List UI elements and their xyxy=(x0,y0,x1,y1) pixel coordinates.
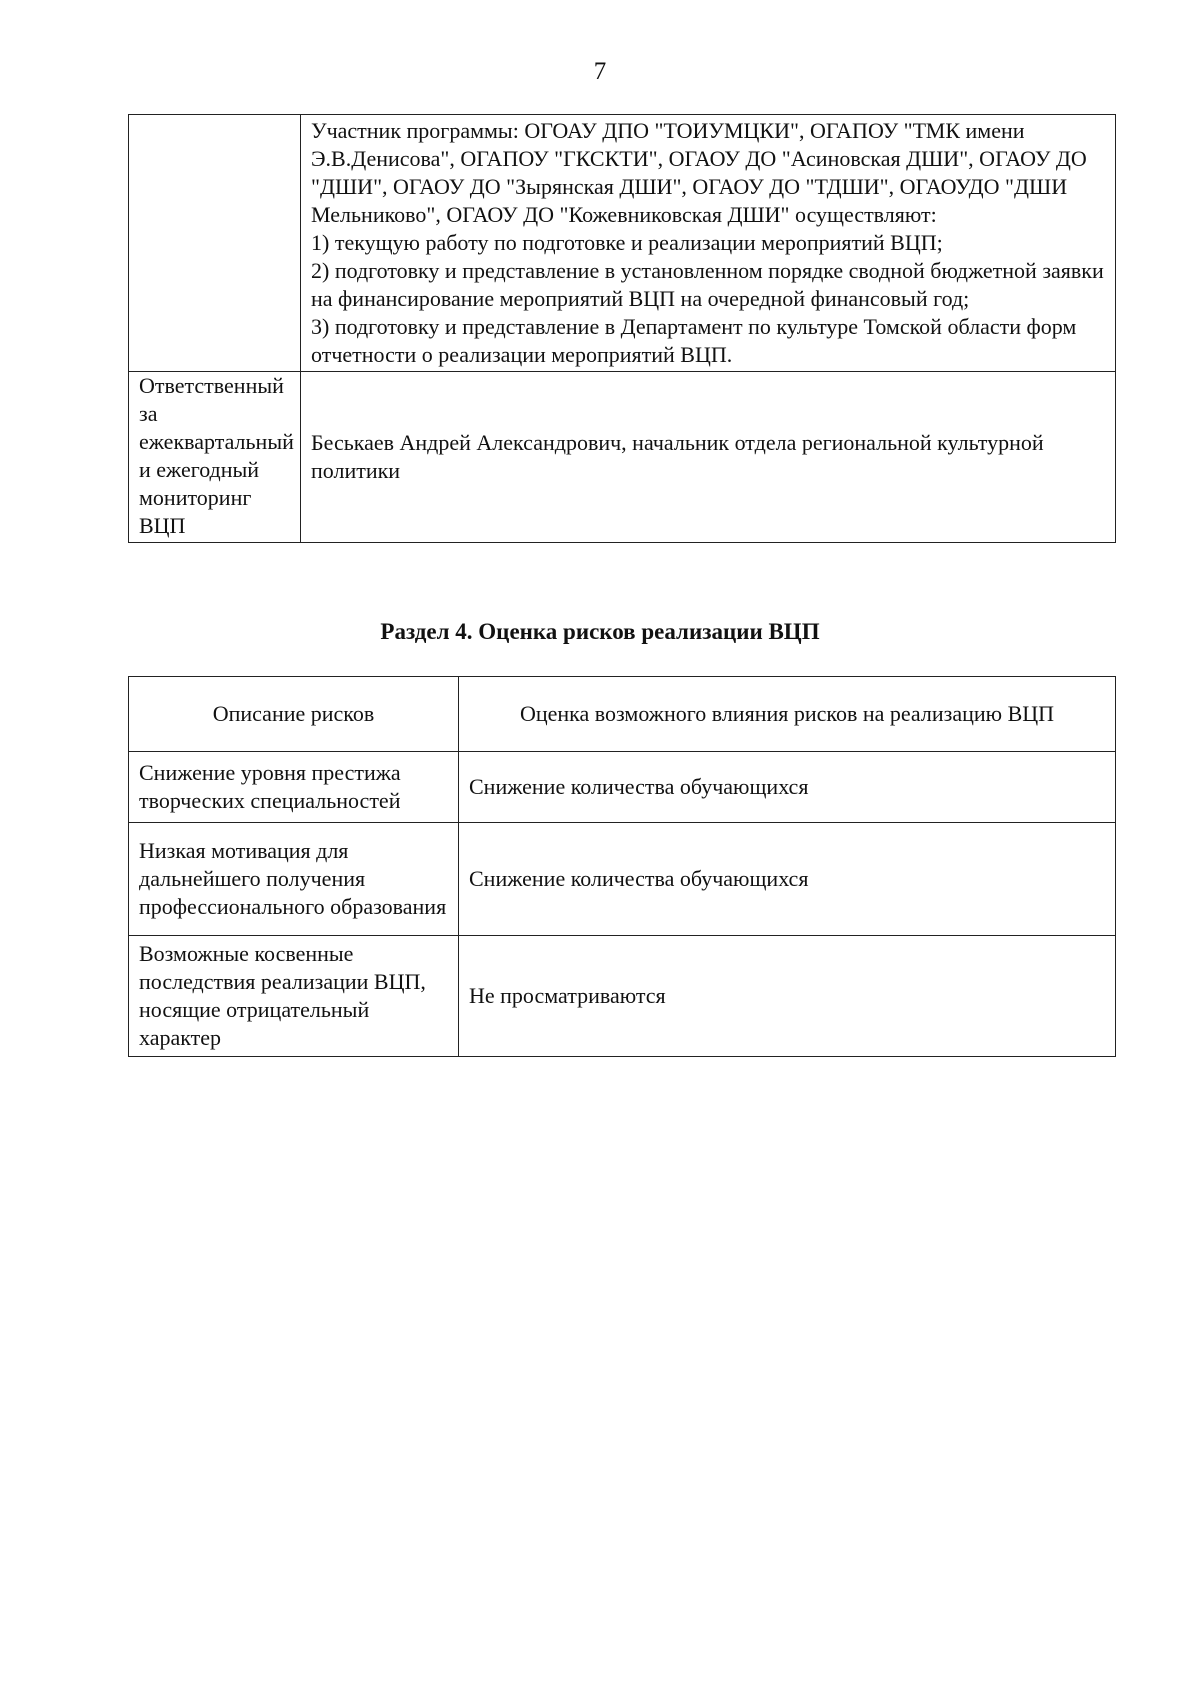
page-number: 7 xyxy=(593,58,607,85)
header-risk-description: Описание рисков xyxy=(129,677,459,752)
table-row xyxy=(129,372,1116,543)
participants-paragraph: 2) подготовку и представление в установленном порядке сводной бюджетной заявки на финансирование мероприятий ВЦП на очередной финансовый год; xyxy=(311,258,1104,311)
participants-paragraph: 1) текущую работу по подготовке и реализации мероприятий ВЦП; xyxy=(311,230,943,255)
participants-cell xyxy=(301,115,1116,372)
impact-cell: Не просматриваются xyxy=(459,936,1116,1057)
section-heading: Раздел 4. Оценка рисков реализации ВЦП xyxy=(380,619,820,644)
table-header-row xyxy=(129,677,1116,752)
monitoring-label-cell: Ответственный за ежеквартальный и ежегодный мониторинг ВЦП xyxy=(129,372,301,543)
impact-cell: Снижение количества обучающихся xyxy=(459,752,1116,823)
participants-paragraph: Участник программы: ОГОАУ ДПО "ТОИУМЦКИ", ОГАПОУ "ТМК имени Э.В.Денисова", ОГАПОУ "ГКСКТИ", ОГАОУ ДО "Асиновская ДШИ", ОГАОУ ДО "ДШИ", ОГАОУ ДО "Зырянская ДШИ", ОГАОУ ДО "ТДШИ", ОГАОУДО "ДШИ Мельниково", ОГАОУ ДО "Кожевниковская ДШИ" осуществляют: xyxy=(311,118,1087,227)
table-row xyxy=(129,936,1116,1057)
risk-cell: Низкая мотивация для дальнейшего получения профессионального образования xyxy=(129,823,459,936)
risks-table xyxy=(128,676,1116,1057)
empty-cell xyxy=(129,115,301,372)
program-info-table xyxy=(128,114,1116,543)
risk-cell: Возможные косвенные последствия реализации ВЦП, носящие отрицательный характер xyxy=(129,936,459,1057)
monitoring-value-cell: Беськаев Андрей Александрович, начальник отдела региональной культурной политики xyxy=(301,372,1116,543)
table-row xyxy=(129,115,1116,372)
participants-paragraph: 3) подготовку и представление в Департамент по культуре Томской области форм отчетности о реализации мероприятий ВЦП. xyxy=(311,314,1077,367)
table-row xyxy=(129,752,1116,823)
table-row xyxy=(129,823,1116,936)
header-risk-impact: Оценка возможного влияния рисков на реализацию ВЦП xyxy=(459,677,1116,752)
risk-cell: Снижение уровня престижа творческих специальностей xyxy=(129,752,459,823)
impact-cell: Снижение количества обучающихся xyxy=(459,823,1116,936)
